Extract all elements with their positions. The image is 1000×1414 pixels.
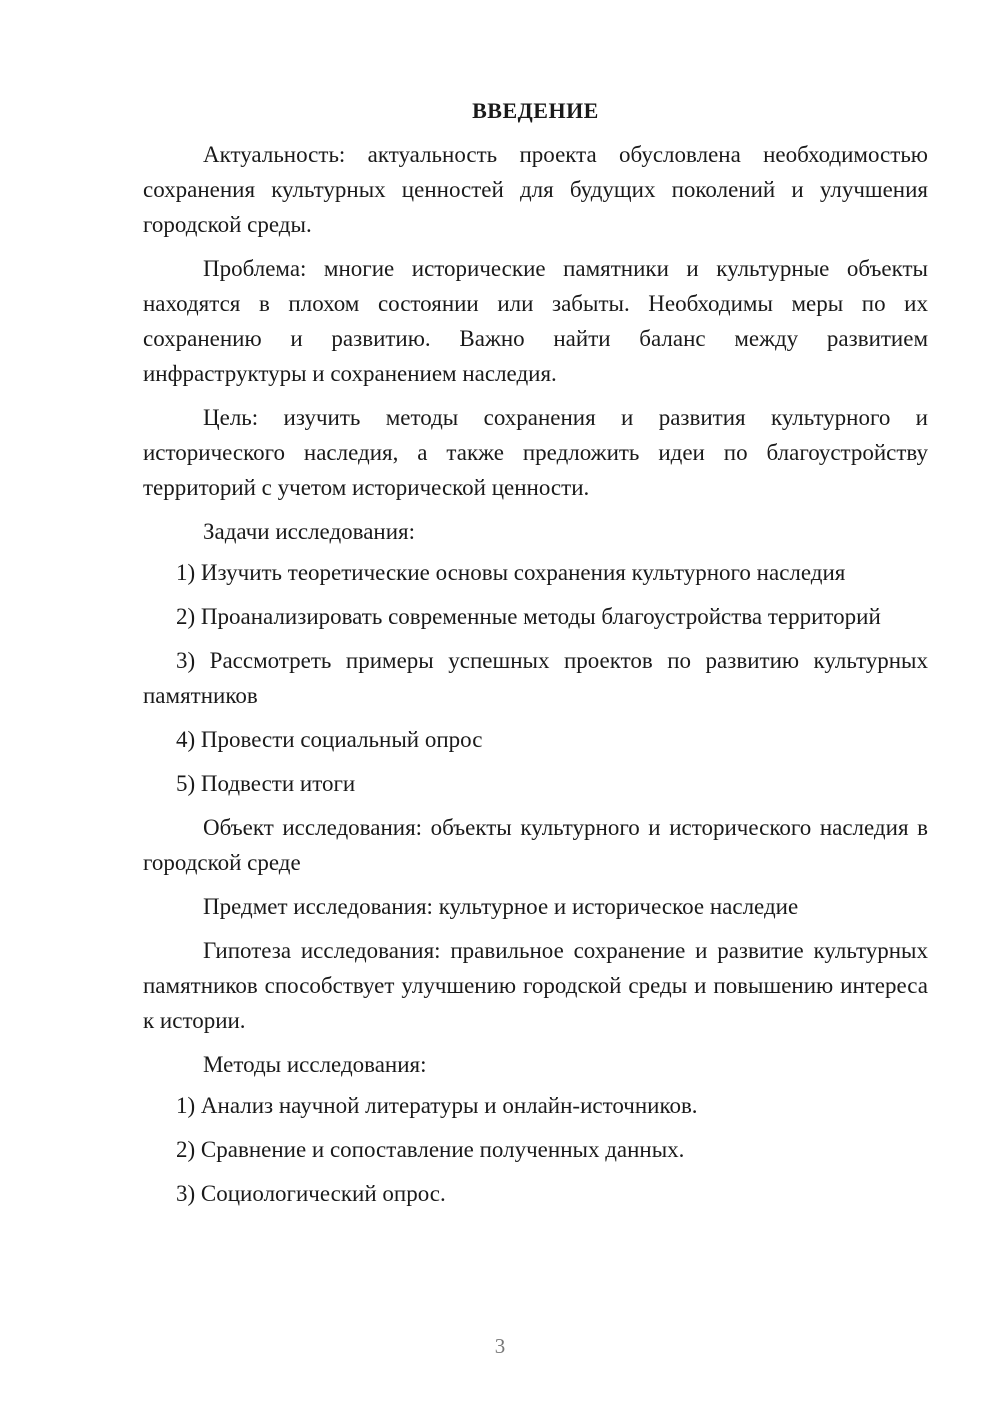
method-item: 2) Сравнение и сопоставление полученных данных.	[176, 1137, 685, 1162]
paragraph-methods-heading: Методы исследования:	[203, 1052, 427, 1077]
task-item: 3) Рассмотреть примеры успешных проектов по развитию культурных памятников	[143, 648, 928, 708]
page-content	[143, 93, 928, 1220]
paragraph-tasks-heading: Задачи исследования:	[203, 519, 416, 544]
task-item: 2) Проанализировать современные методы благоустройства территорий	[176, 604, 881, 629]
method-item: 3) Социологический опрос.	[176, 1181, 446, 1206]
paragraph-goal: Цель: изучить методы сохранения и развития культурного и исторического наследия, а также предложить идеи по благоустройству территорий с учетом исторической ценности.	[143, 405, 928, 500]
paragraph-hypothesis: Гипотеза исследования: правильное сохранение и развитие культурных памятников способствует улучшению городской среды и повышению интереса к истории.	[143, 938, 928, 1033]
paragraph-object: Объект исследования: объекты культурного и исторического наследия в городской среде	[143, 815, 928, 875]
paragraph-subject: Предмет исследования: культурное и историческое наследие	[203, 894, 799, 919]
task-item: 1) Изучить теоретические основы сохранения культурного наследия	[176, 560, 846, 585]
section-title: ВВЕДЕНИЕ	[472, 98, 599, 123]
paragraph-relevance: Актуальность: актуальность проекта обусловлена необходимостью сохранения культурных ценностей для будущих поколений и улучшения городской среды.	[143, 142, 928, 237]
page-number: 3	[494, 1334, 506, 1358]
task-item: 4) Провести социальный опрос	[176, 727, 483, 752]
task-item: 5) Подвести итоги	[176, 771, 356, 796]
method-item: 1) Анализ научной литературы и онлайн-источников.	[176, 1093, 698, 1118]
paragraph-problem: Проблема: многие исторические памятники и культурные объекты находятся в плохом состоянии или забыты. Необходимы меры по их сохранению и развитию. Важно найти баланс между развитием инфраструктуры и сохранением наследия.	[143, 256, 928, 386]
